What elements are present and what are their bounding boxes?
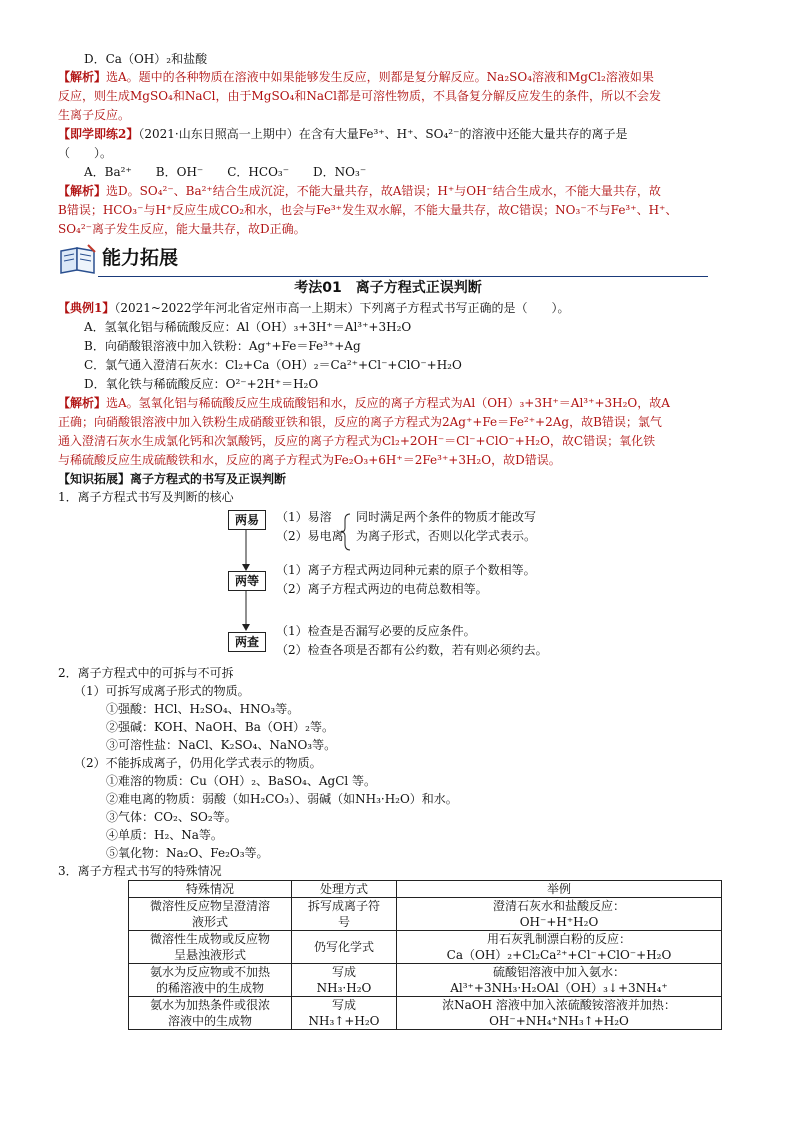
example-tag: 【典例1】 [58,301,115,315]
practice-question [58,125,718,182]
analysis-1 [58,68,718,125]
diagram-text: 同时满足两个条件的物质才能改写 [356,510,537,524]
diagram-text: （2）离子方程式两边的电荷总数相等。 [276,582,488,596]
analysis-text: 正确；向硝酸银溶液中加入铁粉生成硝酸亚铁和银，反应的离子方程式为2Ag⁺+Fe＝Fe²⁺+2Ag，故B错误；氯气 [58,415,662,429]
analysis-3 [58,394,718,470]
table-cell: 硫酸铝溶液中加入氨水： Al³⁺+3NH₃·H₂OAl（OH）₃↓+3NH₄⁺ [397,964,722,997]
list-item: ④单质：H₂、Na等。 [106,828,223,842]
table-row [129,898,722,931]
list-item: ①难溶的物质：Cu（OH）₂、BaSO₄、AgCl 等。 [106,774,377,788]
table-cell: 澄清石灰水和盐酸反应： OH⁻+H⁺H₂O [397,898,722,931]
point-2: 2．离子方程式中的可拆与不可拆 [58,666,234,680]
analysis-2 [58,182,718,239]
special-cases-table [128,880,722,1030]
heading-divider [98,276,708,277]
analysis-text: 选D。SO₄²⁻、Ba²⁺结合生成沉淀，不能大量共存，故A错误；H⁺与OH⁻结合生成水，不能大量共存，故 [106,184,661,198]
list-item: ②难电离的物质：弱酸（如H₂CO₃）、弱碱（如NH₃·H₂O）和水。 [106,792,458,806]
diagram-text: （2）检查各项是否都有公约数，若有则必须约去。 [276,643,548,657]
analysis-text: 与稀硫酸反应生成硫酸铁和水，反应的离子方程式为Fe₂O₃+6H⁺＝2Fe³⁺+3H₂O，故D错误。 [58,453,561,467]
option-d-previous: D．Ca（OH）₂和盐酸 [84,52,208,66]
analysis-text: 选A。题中的各种物质在溶液中如果能够发生反应，则都是复分解反应。Na₂SO₄溶液和MgCl₂溶液如果 [106,70,654,84]
table-cell: 写成 NH₃·H₂O [292,964,397,997]
table-header: 处理方式 [292,881,397,898]
practice-options: A．Ba²⁺ B．OH⁻ C．HCO₃⁻ D．NO₃⁻ [84,165,367,179]
book-icon [58,243,98,275]
table-cell: 用石灰乳制漂白粉的反应： Ca（OH）₂+Cl₂Ca²⁺+Cl⁻+ClO⁻+H₂O [397,931,722,964]
diagram-text: （1）检查是否漏写必要的反应条件。 [276,624,476,638]
table-row [129,997,722,1030]
list-item: ①强酸：HCl、H₂SO₄、HNO₃等。 [106,702,300,716]
analysis-text: B错误；HCO₃⁻与H⁺反应生成CO₂和水，也会与Fe³⁺发生双水解，不能大量共存，故C错误；NO₃⁻不与Fe³⁺、H⁺、 [58,203,678,217]
analysis-text: 反应，则生成MgSO₄和NaCl，由于MgSO₄和NaCl都是可溶性物质，不具备复分解反应发生的条件，所以不会发 [58,89,662,103]
analysis-tag: 【解析】 [58,184,107,198]
table-row [129,964,722,997]
table-cell: 氨水为加热条件或很浓 溶液中的生成物 [129,997,292,1030]
table-cell: 拆写成离子符 号 [292,898,397,931]
point-1: 1．离子方程式书写及判断的核心 [58,490,234,504]
table-cell: 写成 NH₃↑+H₂O [292,997,397,1030]
document-page [58,50,718,1030]
list-item: ③气体：CO₂、SO₂等。 [106,810,237,824]
analysis-tag: 【解析】 [58,396,107,410]
analysis-text: 通入澄清石灰水生成氯化钙和次氯酸钙，反应的离子方程式为Cl₂+2OH⁻＝Cl⁻+ClO⁻+H₂O，故C错误；氧化铁 [58,434,656,448]
list-item: ⑤氧化物：Na₂O、Fe₂O₃等。 [106,846,269,860]
table-cell: 仍写化学式 [292,931,397,964]
table-header: 举例 [397,881,722,898]
point-2-sub: （1）可拆写成离子形式的物质。 [74,684,250,698]
example-option: A．氢氧化铝与稀硫酸反应：Al（OH）₃+3H⁺＝Al³⁺+3H₂O [84,320,412,334]
list-item: ②强碱：KOH、NaOH、Ba（OH）₂等。 [106,720,334,734]
table-row [129,931,722,964]
knowledge-title: 离子方程式的书写及正误判断 [130,472,287,486]
example-question [58,299,718,394]
table-header-row [129,881,722,898]
analysis-text: 选A。氢氧化铝与稀硫酸反应生成硫酸铝和水，反应的离子方程式为Al（OH）₃+3H⁺＝Al³⁺+3H₂O，故A [106,396,670,410]
point-3: 3．离子方程式书写的特殊情况 [58,864,222,878]
list-item: ③可溶性盐：NaCl、K₂SO₄、NaNO₃等。 [106,738,337,752]
example-option: D．氧化铁与稀硫酸反应：O²⁻+2H⁺＝H₂O [84,377,319,391]
table-cell: 微溶性生成物或反应物 呈悬浊液形式 [129,931,292,964]
example-text: （2021~2022学年河北省定州市高一上期末）下列离子方程式书写正确的是（ ）。 [114,301,570,315]
table-cell: 浓NaOH 溶液中加入浓硫酸铵溶液并加热： OH⁻+NH₄⁺NH₃↑+H₂O [397,997,722,1030]
diagram-box-two-equal: 两等 [228,571,266,591]
section-heading [58,243,718,277]
diagram-text: （2）易电离 [276,529,344,543]
table-cell: 氨水为反应物或不加热 的稀溶液中的生成物 [129,964,292,997]
example-option: C．氯气通入澄清石灰水：Cl₂+Ca（OH）₂＝Ca²⁺+Cl⁻+ClO⁻+H₂O [84,358,462,372]
diagram-box-two-check: 两查 [228,632,266,652]
core-diagram [58,508,718,664]
analysis-text: SO₄²⁻离子发生反应，能大量共存，故D正确。 [58,222,306,236]
analysis-text: 生离子反应。 [58,108,131,122]
diagram-box-two-easy: 两易 [228,510,266,530]
kaofa-title: 考法01 离子方程式正误判断 [294,280,482,296]
practice-text: （2021·山东日照高一上期中）在含有大量Fe³⁺、H⁺、SO₄²⁻的溶液中还能大量共存的离子是 [138,127,628,141]
table-header: 特殊情况 [129,881,292,898]
practice-tag: 【即学即练2】 [58,127,139,141]
section-heading-text: 能力拓展 [102,247,179,269]
knowledge-tag: 【知识拓展】 [58,472,131,486]
point-2-sub: （2）不能拆成离子，仍用化学式表示的物质。 [74,756,322,770]
example-option: B．向硝酸银溶液中加入铁粉：Ag⁺+Fe＝Fe³⁺+Ag [84,339,361,353]
diagram-text: （1）离子方程式两边同种元素的原子个数相等。 [276,563,536,577]
analysis-tag: 【解析】 [58,70,107,84]
table-cell: 微溶性反应物呈澄清溶 液形式 [129,898,292,931]
diagram-text: （1）易溶 [276,510,332,524]
diagram-text: 为离子形式，否则以化学式表示。 [356,529,537,543]
practice-blank: （ ）。 [58,146,113,160]
